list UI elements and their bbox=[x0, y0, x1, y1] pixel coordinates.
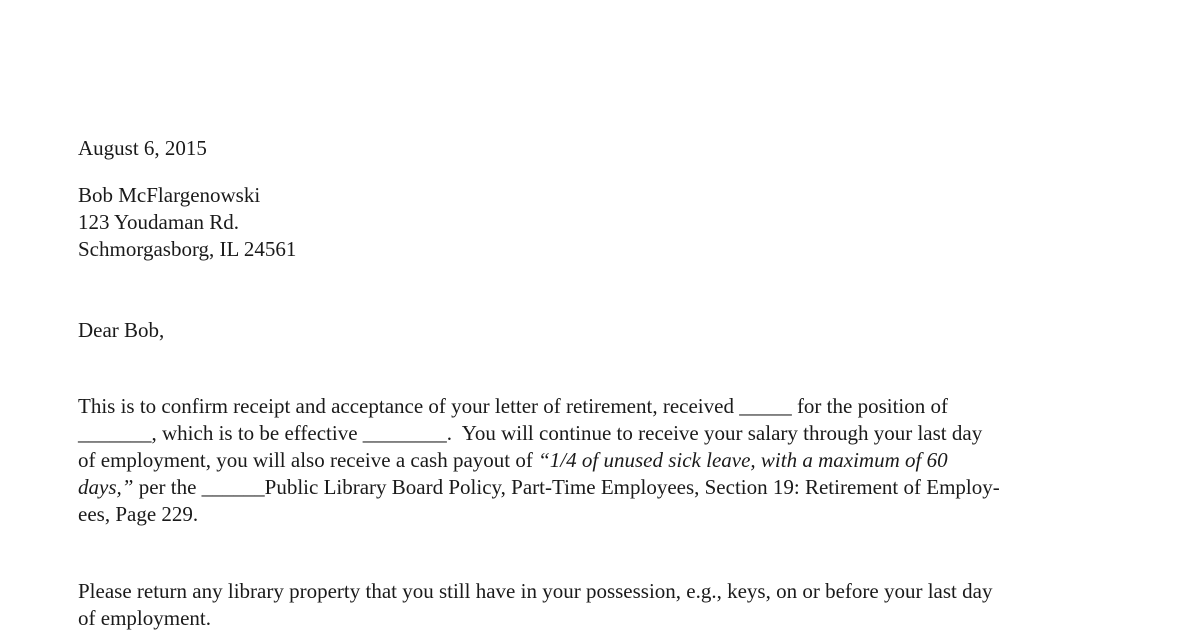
paragraph1-line2: _______, which is to be effective ________. You will continue to receive your salary through your last day bbox=[78, 421, 983, 445]
paragraph2-line1: Please return any library property that you still have in your possession, e.g., keys, on or before your last day bbox=[78, 579, 993, 603]
recipient-street: 123 Youdaman Rd. bbox=[78, 210, 240, 234]
paragraph1-line3-text: of employment, you will also receive a cash payout of bbox=[78, 448, 539, 472]
paragraph1-line4 bbox=[78, 474, 1000, 501]
recipient-city-state-zip: Schmorgasborg, IL 24561 bbox=[78, 237, 297, 261]
recipient-name: Bob McFlargenowski bbox=[78, 183, 261, 207]
paragraph1-line1: This is to confirm receipt and acceptance of your letter of retirement, received _____ for the position of bbox=[78, 394, 949, 418]
salutation: Dear Bob, bbox=[78, 318, 165, 342]
paragraph2-line2: of employment. bbox=[78, 606, 211, 630]
paragraph1-line5: ees, Page 229. bbox=[78, 502, 199, 526]
letter-date: August 6, 2015 bbox=[78, 136, 207, 160]
policy-quote-part2: days,” bbox=[78, 475, 134, 499]
policy-quote-part1: “1/4 of unused sick leave, with a maximum of 60 bbox=[538, 448, 948, 472]
paragraph1-line3 bbox=[78, 447, 948, 474]
paragraph1-line4-text: per the ______Public Library Board Policy, Part-Time Employees, Section 19: Retirement of Employ- bbox=[133, 475, 1000, 499]
